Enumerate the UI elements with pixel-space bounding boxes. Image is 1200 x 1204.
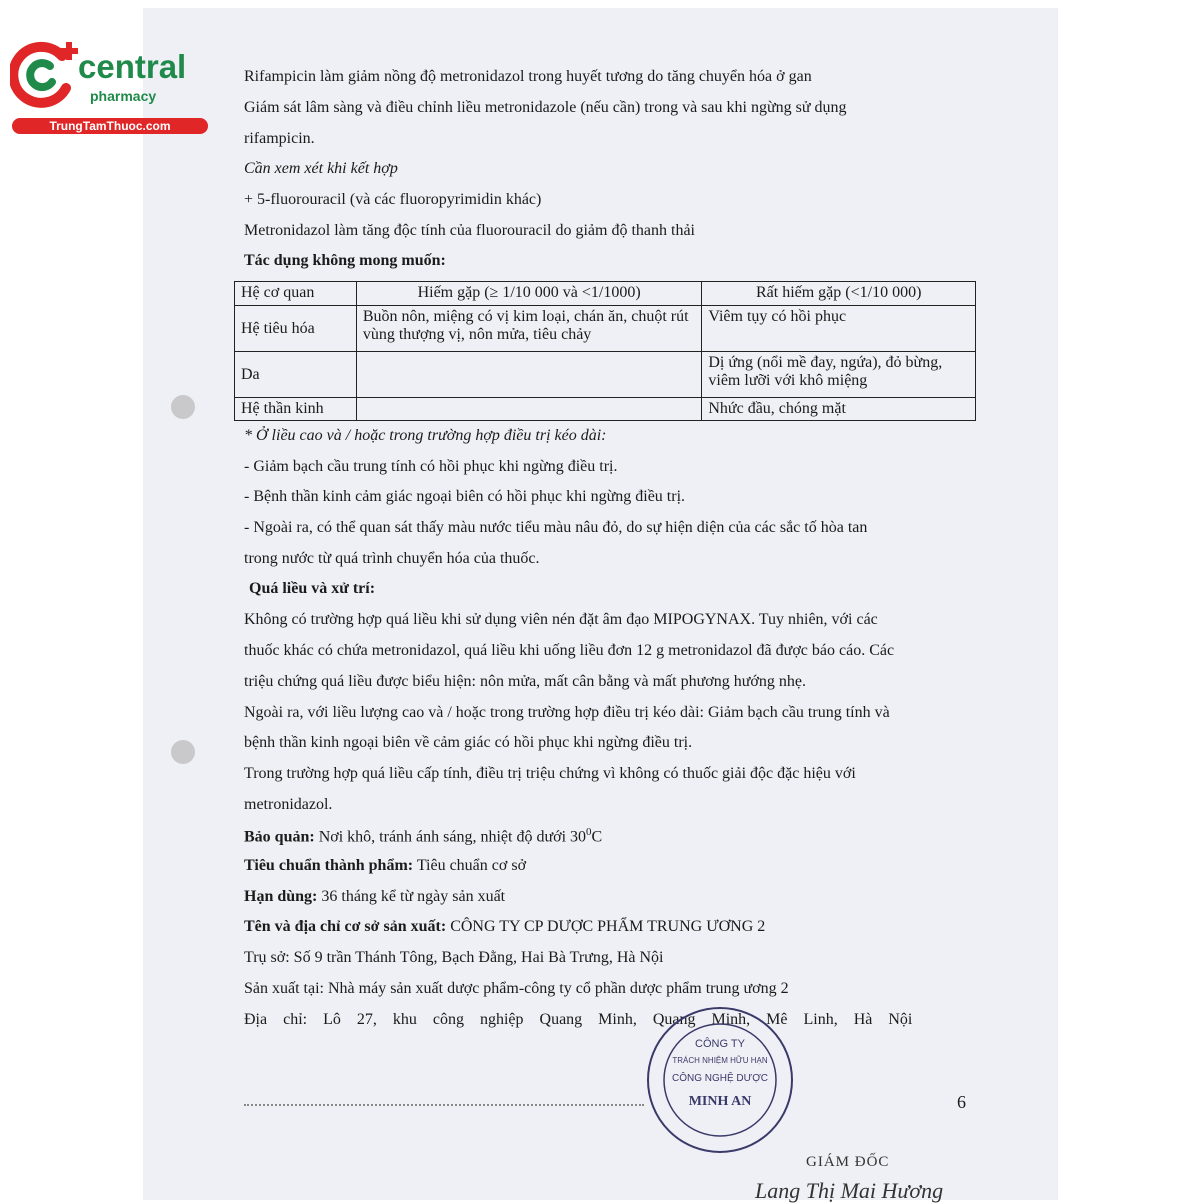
address-line: Địa chỉ: Lô 27, khu công nghiệp Quang Minh, Quang Minh, Mê Linh, Hà Nội: [244, 1011, 913, 1028]
text-line: Trong trường hợp quá liều cấp tính, điều trị triệu chứng vì không có thuốc giải độc đặc hiệu với: [244, 765, 856, 782]
table-cell: Hệ thần kinh: [235, 398, 357, 421]
manufacturer-label: Tên và địa chỉ cơ sở sản xuất:: [244, 918, 447, 935]
expiry-label: Hạn dùng:: [244, 888, 318, 905]
text-line: - Bệnh thần kinh cảm giác ngoại biên có hồi phục khi ngừng điều trị.: [244, 488, 686, 505]
text-line: + 5-fluorouracil (và các fluoropyrimidin khác): [244, 191, 542, 208]
text-line: Giám sát lâm sàng và điều chỉnh liều metronidazole (nếu cần) trong và sau khi ngừng sử dụng: [244, 99, 847, 116]
text-line: - Giảm bạch cầu trung tính có hồi phục khi ngừng điều trị.: [244, 458, 618, 475]
logo-brand: central: [78, 48, 187, 85]
section-heading: Quá liều và xử trí:: [249, 580, 376, 597]
text-line: triệu chứng quá liều được biểu hiện: nôn mửa, mất cân bằng và mất phương hướng nhẹ.: [244, 673, 806, 690]
stamp-line: CÔNG NGHỆ DƯỢC: [671, 1073, 769, 1084]
storage-line: [244, 826, 602, 846]
standard-label: Tiêu chuẩn thành phẩm:: [244, 857, 414, 874]
table-row: [235, 306, 976, 352]
plant-line: Sản xuất tại: Nhà máy sản xuất dược phẩm-công ty cổ phần dược phẩm trung ương 2: [244, 980, 789, 997]
director-title: GIÁM ĐỐC: [806, 1154, 890, 1170]
expiry-line: [244, 888, 505, 906]
standard-value: Tiêu chuẩn cơ sở: [413, 857, 527, 874]
table-row: [235, 352, 976, 398]
text-line: rifampicin.: [244, 130, 315, 147]
table-cell: Da: [235, 352, 357, 398]
manufacturer-line: [244, 918, 765, 936]
company-stamp: [645, 1005, 795, 1155]
table-cell: Nhức đầu, chóng mặt: [702, 398, 976, 421]
text-line: - Ngoài ra, có thể quan sát thấy màu nước tiểu màu nâu đỏ, do sự hiện diện của các sắc tố hòa tan: [244, 519, 868, 536]
table-header: Rất hiếm gặp (<1/10 000): [702, 282, 976, 306]
storage-degree: 0: [586, 826, 592, 838]
punch-hole: [171, 395, 195, 419]
section-heading: Tác dụng không mong muốn:: [244, 252, 446, 269]
text-line: Rifampicin làm giảm nồng độ metronidazol trong huyết tương do tăng chuyển hóa ở gan: [244, 68, 812, 85]
text-line: Metronidazol làm tăng độc tính của fluorouracil do giảm độ thanh thải: [244, 222, 695, 239]
table-header: Hệ cơ quan: [235, 282, 357, 306]
pharmacy-c-icon: [10, 38, 80, 113]
signature: Lang Thị Mai Hương: [755, 1178, 944, 1203]
dotted-divider: [244, 1104, 644, 1106]
storage-value: Nơi khô, tránh ánh sáng, nhiệt độ dưới 30: [314, 828, 587, 846]
table-row: [235, 398, 976, 421]
standard-line: [244, 857, 526, 875]
text-line: Cần xem xét khi kết hợp: [244, 160, 398, 177]
table-cell: Dị ứng (nổi mề đay, ngứa), đỏ bừng, viêm lưỡi với khô miệng: [702, 352, 976, 398]
table-cell: Viêm tụy có hồi phục: [702, 306, 976, 352]
page-number: 6: [957, 1092, 966, 1112]
storage-unit: C: [591, 828, 603, 846]
stamp-line: CÔNG TY: [695, 1038, 745, 1050]
expiry-value: 36 tháng kể từ ngày sản xuất: [317, 888, 506, 905]
text-line: thuốc khác có chứa metronidazol, quá liều khi uống liều đơn 12 g metronidazol đã được báo cáo. Các: [244, 642, 895, 659]
text-line: metronidazol.: [244, 796, 333, 813]
table-cell: Buồn nôn, miệng có vị kim loại, chán ăn, chuột rút vùng thượng vị, nôn mửa, tiêu chảy: [356, 306, 702, 352]
table-header-row: [235, 282, 976, 306]
table-header: Hiếm gặp (≥ 1/10 000 và <1/1000): [356, 282, 702, 306]
table-cell: [356, 398, 702, 421]
side-effects-table: [234, 281, 976, 421]
headquarters-line: Trụ sở: Số 9 trần Thánh Tông, Bạch Đằng, Hai Bà Trưng, Hà Nội: [244, 949, 664, 966]
stamp-line: TRÁCH NHIỆM HỮU HẠN: [672, 1056, 768, 1065]
storage-label: Bảo quản:: [244, 828, 315, 846]
punch-hole: [171, 740, 195, 764]
logo-site-link[interactable]: TrungTamThuoc.com: [12, 118, 208, 134]
table-cell: [356, 352, 702, 398]
text-line: trong nước từ quá trình chuyển hóa của thuốc.: [244, 550, 540, 567]
stamp-line: MINH AN: [688, 1094, 752, 1109]
logo-subtitle: pharmacy: [90, 88, 157, 104]
text-line: Không có trường hợp quá liều khi sử dụng viên nén đặt âm đạo MIPOGYNAX. Tuy nhiên, với các: [244, 611, 878, 628]
text-line: bệnh thần kinh ngoại biên về cảm giác có hồi phục khi ngừng điều trị.: [244, 734, 693, 751]
table-cell: Hệ tiêu hóa: [235, 306, 357, 352]
manufacturer-value: CÔNG TY CP DƯỢC PHẨM TRUNG ƯƠNG 2: [446, 918, 766, 935]
text-line: * Ở liều cao và / hoặc trong trường hợp điều trị kéo dài:: [244, 427, 607, 444]
text-line: Ngoài ra, với liều lượng cao và / hoặc trong trường hợp điều trị kéo dài: Giảm bạch cầu trung tính và: [244, 704, 890, 721]
